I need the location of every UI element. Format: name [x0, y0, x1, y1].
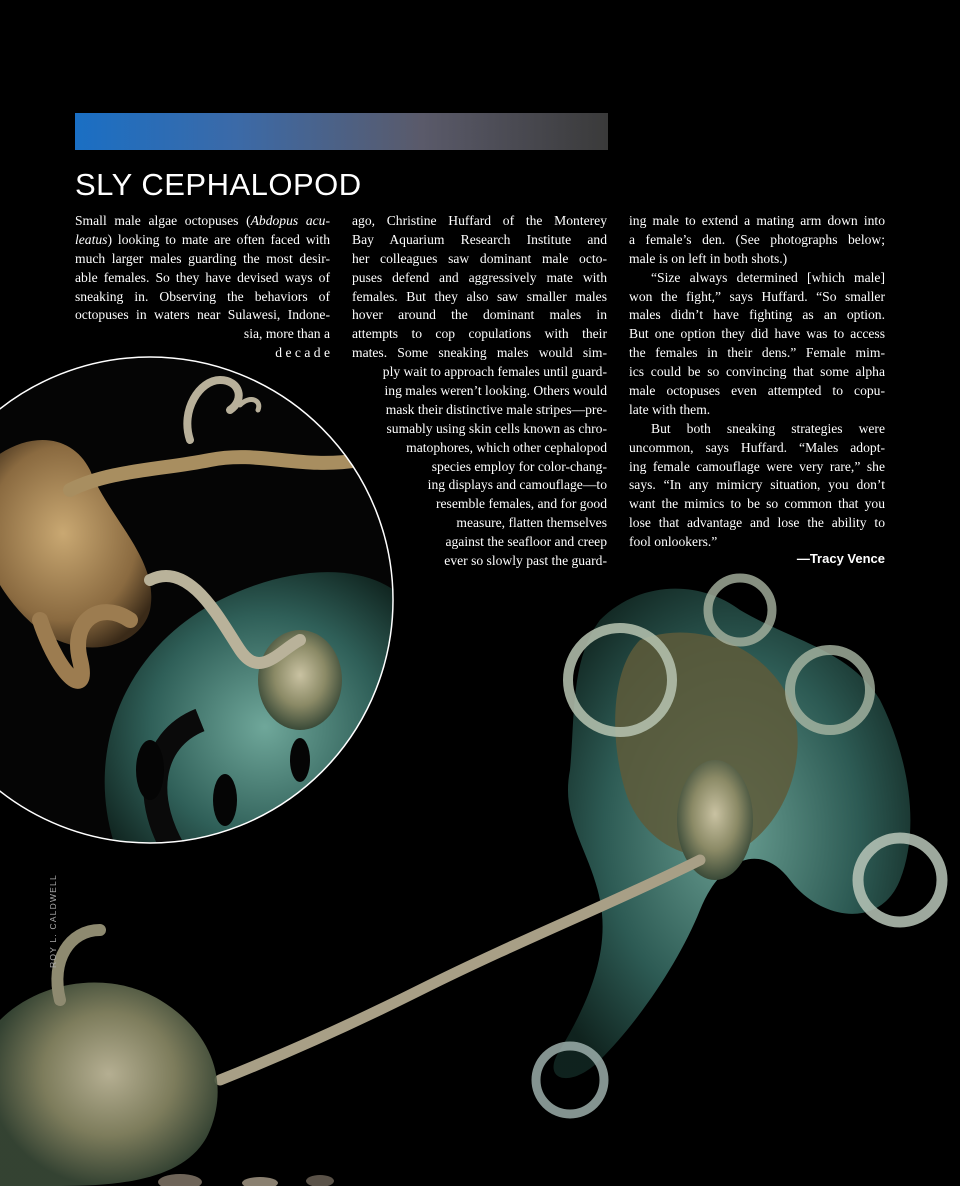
- text-line: sia, more than a: [243, 326, 330, 342]
- text-line: ever so slowly past the guard-: [444, 553, 607, 569]
- text-column-2: [352, 212, 607, 571]
- text-line: resemble females, and for good: [436, 496, 607, 512]
- text-line: uncommon, says Huffard. “Males adopt-: [629, 439, 885, 455]
- text-line: ago, Christine Huffard of the Monterey: [352, 213, 607, 228]
- text-line: male octopuses even attempted to copu-: [629, 383, 885, 399]
- photo-credit: ROY L. CALDWELL: [48, 874, 58, 968]
- text-line: d e c a d e: [275, 345, 330, 361]
- text-line: mask their distinctive male stripes—pre-: [385, 401, 607, 417]
- text-line: ing male to extend a mating arm down into: [629, 213, 885, 228]
- text-line: ing displays and camouflage—to: [427, 477, 607, 493]
- text-line: her colleagues saw dominant male octo-: [352, 250, 607, 266]
- text-line: against the seafloor and creep: [445, 534, 607, 550]
- text-line: octopuses in waters near Sulawesi, Indone-: [75, 307, 330, 323]
- author-byline: —Tracy Vence: [796, 551, 885, 566]
- text-line: attempts to cop copulations with their: [352, 326, 607, 342]
- text-line: much larger males guarding the most desir-: [75, 250, 330, 266]
- text-line: ics could be so convincing that some alpha: [629, 364, 885, 380]
- text-line: species employ for color-chang-: [431, 458, 607, 474]
- text-line: lose that advantage and lose the ability to: [629, 515, 885, 531]
- text-line: says. “In any mimicry situation, you don’t: [629, 477, 885, 493]
- text-line: females. But they also saw smaller males: [352, 288, 607, 304]
- text-line: Bay Aquarium Research Institute and: [352, 231, 607, 247]
- text-line: mates. Some sneaking males would sim-: [352, 345, 607, 361]
- text-line: matophores, which other cephalopod: [406, 439, 607, 455]
- text-line: ply wait to approach females until guard-: [382, 364, 607, 380]
- text-line: sneaking in. Observing the behaviors of: [75, 288, 330, 304]
- text-line: males didn’t have fighting as an option.: [629, 307, 885, 323]
- text-line: But both sneaking strategies were: [651, 420, 885, 436]
- article-title: SLY CEPHALOPOD: [75, 167, 362, 202]
- text-line: fool onlookers.”: [629, 534, 718, 550]
- text-line: ing males weren’t looking. Others would: [384, 383, 607, 399]
- text-line: late with them.: [629, 401, 711, 417]
- text-line: male is on left in both shots.): [629, 250, 788, 266]
- text-line: the females in their dens.” Female mim-: [629, 345, 885, 361]
- text-line: ing female camouflage were very rare,” she: [629, 458, 885, 474]
- text-line: “Size always determined [which male]: [651, 269, 885, 285]
- text-line: hover around the dominant males in: [352, 307, 607, 323]
- text-line: measure, flatten themselves: [456, 515, 607, 531]
- text-column-1: [75, 212, 330, 363]
- text-line: a female’s den. (See photographs below;: [629, 231, 885, 247]
- text-line: But one option they did have was to access: [629, 326, 885, 342]
- text-column-3: [629, 212, 885, 552]
- text-line: puses defend and aggressively mate with: [352, 269, 607, 285]
- text-line: won the fight,” says Huffard. “So smaller: [629, 288, 885, 304]
- text-line: leatus) looking to mate are often faced with: [75, 231, 330, 247]
- text-line: sumably using skin cells known as chro-: [386, 420, 607, 436]
- header-gradient-bar: [75, 113, 608, 150]
- text-line: want the mimics to be so common that you: [629, 496, 885, 512]
- text-line: able females. So they have devised ways of: [75, 269, 330, 285]
- text-line: Small male algae octopuses (Abdopus acu-: [75, 213, 331, 228]
